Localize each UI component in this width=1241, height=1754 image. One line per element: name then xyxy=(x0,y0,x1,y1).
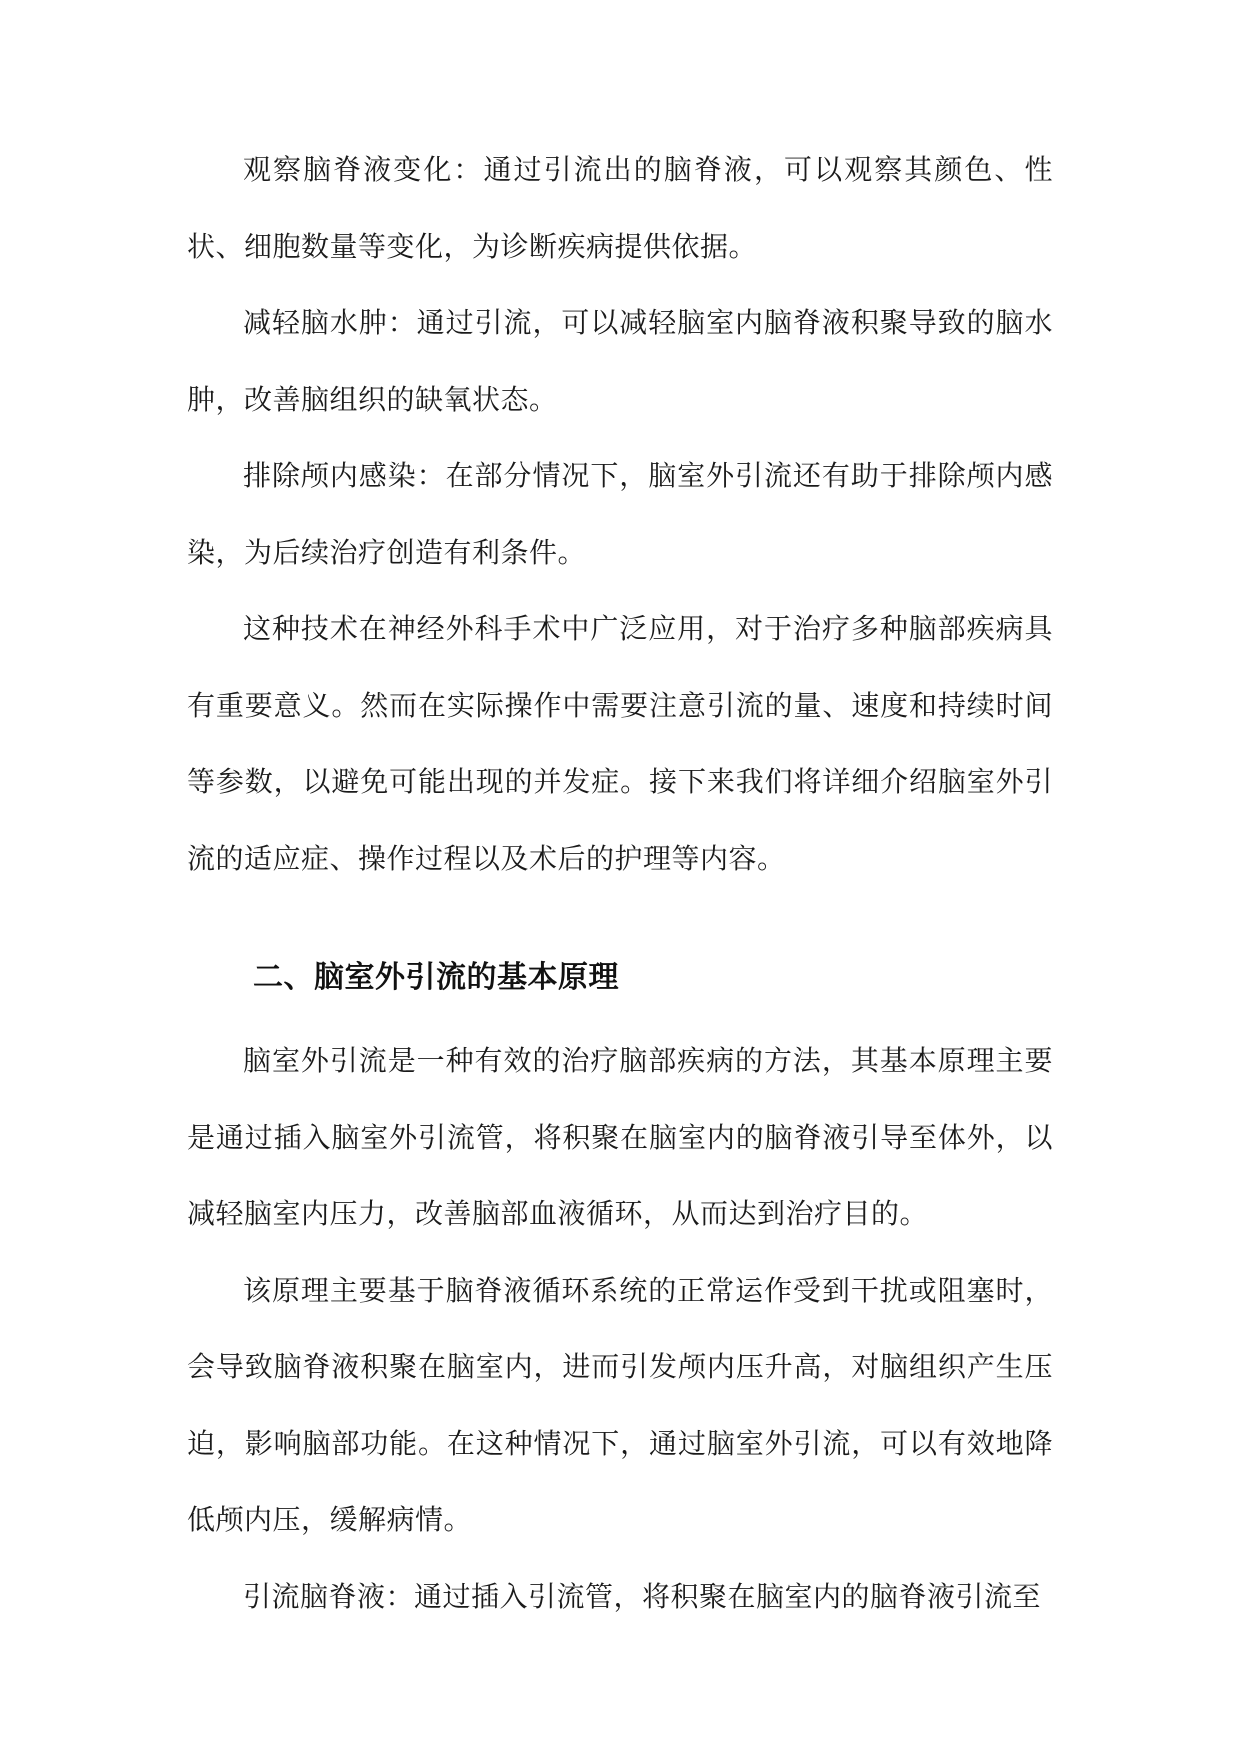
paragraph-drain-csf: 引流脑脊液：通过插入引流管，将积聚在脑室内的脑脊液引流至 xyxy=(243,1579,1042,1613)
paragraph-reduce-edema: 减轻脑水肿：通过引流，可以减轻脑室内脑脊液积聚导致的脑水肿，改善脑组织的缺氧状态。 xyxy=(187,306,1053,416)
document-body xyxy=(187,132,1053,1635)
paragraph-observe-csf: 观察脑脊液变化：通过引流出的脑脊液，可以观察其颜色、性状、细胞数量等变化，为诊断疾病提供依据。 xyxy=(187,153,1053,263)
paragraph-exclude-infection: 排除颅内感染：在部分情况下，脑室外引流还有助于排除颅内感染，为后续治疗创造有利条件。 xyxy=(187,459,1053,569)
section-heading: 二、脑室外引流的基本原理 xyxy=(253,960,619,995)
paragraph-basic-principle: 脑室外引流是一种有效的治疗脑部疾病的方法，其基本原理主要是通过插入脑室外引流管，将积聚在脑室内的脑脊液引导至体外，以减轻脑室内压力，改善脑部血液循环，从而达到治疗目的。 xyxy=(187,1044,1053,1230)
paragraph-technique-summary: 这种技术在神经外科手术中广泛应用，对于治疗多种脑部疾病具有重要意义。然而在实际操作中需要注意引流的量、速度和持续时间等参数，以避免可能出现的并发症。接下来我们将详细介绍脑室外引流的适应症、操作过程以及术后的护理等内容。 xyxy=(187,612,1053,875)
paragraph-principle-basis: 该原理主要基于脑脊液循环系统的正常运作受到干扰或阻塞时，会导致脑脊液积聚在脑室内，进而引发颅内压升高，对脑组织产生压迫，影响脑部功能。在这种情况下，通过脑室外引流，可以有效地降低颅内压，缓解病情。 xyxy=(187,1273,1053,1536)
